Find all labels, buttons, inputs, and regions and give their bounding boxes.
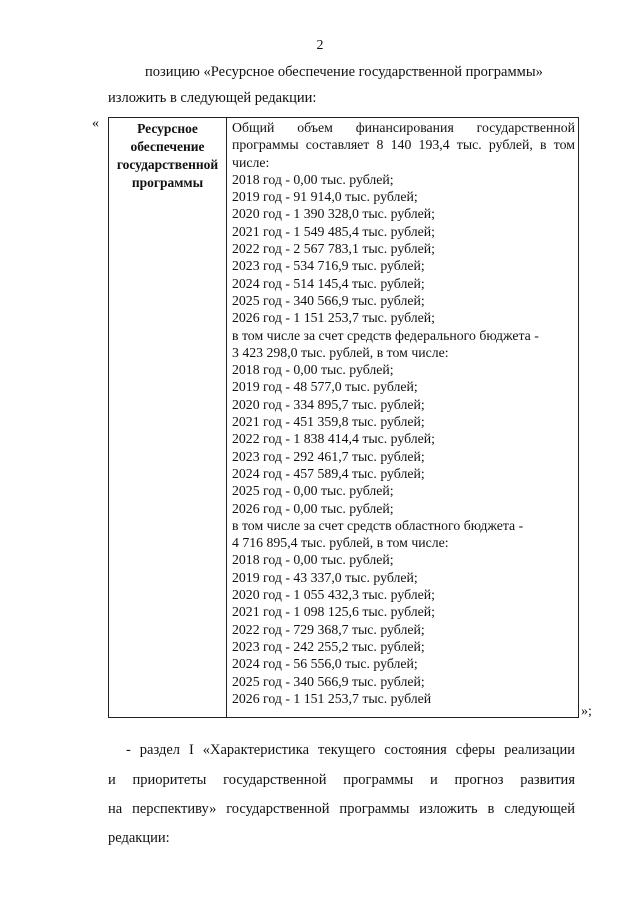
regional-year-line: 2019 год - 43 337,0 тыс. рублей; xyxy=(232,569,418,585)
label-line: Ресурсное xyxy=(137,121,198,136)
section-paragraph-line: редакции: xyxy=(108,830,170,846)
total-year-line: 2018 год - 0,00 тыс. рублей; xyxy=(232,171,394,187)
federal-year-line: 2019 год - 48 577,0 тыс. рублей; xyxy=(232,379,418,395)
label-line: государственной xyxy=(116,157,219,172)
regional-year-line: 2018 год - 0,00 тыс. рублей; xyxy=(232,552,394,568)
total-year-line: 2023 год - 534 716,9 тыс. рублей; xyxy=(232,258,425,274)
federal-year-line: 2025 год - 0,00 тыс. рублей; xyxy=(232,483,394,499)
federal-year-line: 2020 год - 334 895,7 тыс. рублей; xyxy=(232,396,425,412)
regional-year-line: 2024 год - 56 556,0 тыс. рублей; xyxy=(232,656,418,672)
federal-year-line: 2024 год - 457 589,4 тыс. рублей; xyxy=(232,465,425,481)
resource-table xyxy=(108,117,579,718)
content-cell xyxy=(227,118,579,718)
total-year-line: 2019 год - 91 914,0 тыс. рублей; xyxy=(232,189,418,205)
regional-year-line: 2023 год - 242 255,2 тыс. рублей; xyxy=(232,638,425,654)
total-year-line: 2024 год - 514 145,4 тыс. рублей; xyxy=(232,275,425,291)
page-number: 2 xyxy=(316,38,324,53)
federal-year-line: 2021 год - 451 359,8 тыс. рублей; xyxy=(232,414,425,430)
section-paragraph-line: на перспективу» государственной программы изложить в следующей xyxy=(108,801,575,817)
intro-line-2: изложить в следующей редакции: xyxy=(108,90,317,106)
label-line: программы xyxy=(131,175,204,190)
closing-quote: »; xyxy=(581,704,592,719)
label-cell xyxy=(109,118,227,718)
regional-budget-line: 4 716 895,4 тыс. рублей, в том числе: xyxy=(232,535,449,551)
label-line: обеспечение xyxy=(130,139,205,154)
section-paragraph-line: и приоритеты государственной программы и прогноз развития xyxy=(108,772,575,788)
regional-year-line: 2026 год - 1 151 253,7 тыс. рублей xyxy=(232,690,432,706)
regional-year-line: 2025 год - 340 566,9 тыс. рублей; xyxy=(232,673,425,689)
federal-year-line: 2022 год - 1 838 414,4 тыс. рублей; xyxy=(232,431,436,447)
total-year-line: 2025 год - 340 566,9 тыс. рублей; xyxy=(232,292,425,308)
federal-budget-line: 3 423 298,0 тыс. рублей, в том числе: xyxy=(232,344,449,360)
federal-budget-line: в том числе за счет средств федерального бюджета - xyxy=(232,327,539,343)
federal-year-line: 2026 год - 0,00 тыс. рублей; xyxy=(232,500,394,516)
funding-total-line: числе: xyxy=(232,154,270,170)
regional-year-line: 2021 год - 1 098 125,6 тыс. рублей; xyxy=(232,604,436,620)
total-year-line: 2026 год - 1 151 253,7 тыс. рублей; xyxy=(232,310,436,326)
opening-quote: « xyxy=(92,116,99,131)
total-year-line: 2021 год - 1 549 485,4 тыс. рублей; xyxy=(232,223,436,239)
regional-budget-line: в том числе за счет средств областного бюджета - xyxy=(232,517,524,533)
intro-line-1: позицию «Ресурсное обеспечение государственной программы» xyxy=(145,64,543,80)
federal-year-line: 2023 год - 292 461,7 тыс. рублей; xyxy=(232,448,425,464)
total-year-line: 2022 год - 2 567 783,1 тыс. рублей; xyxy=(232,241,436,257)
funding-total-line: программы составляет 8 140 193,4 тыс. рублей, в том xyxy=(232,137,575,153)
funding-total-line: Общий объем финансирования государственной xyxy=(232,120,575,135)
total-year-line: 2020 год - 1 390 328,0 тыс. рублей; xyxy=(232,206,436,222)
federal-year-line: 2018 год - 0,00 тыс. рублей; xyxy=(232,362,394,378)
section-paragraph-line: - раздел I «Характеристика текущего состояния сферы реализации xyxy=(126,742,575,758)
regional-year-line: 2020 год - 1 055 432,3 тыс. рублей; xyxy=(232,587,436,603)
regional-year-line: 2022 год - 729 368,7 тыс. рублей; xyxy=(232,621,425,637)
